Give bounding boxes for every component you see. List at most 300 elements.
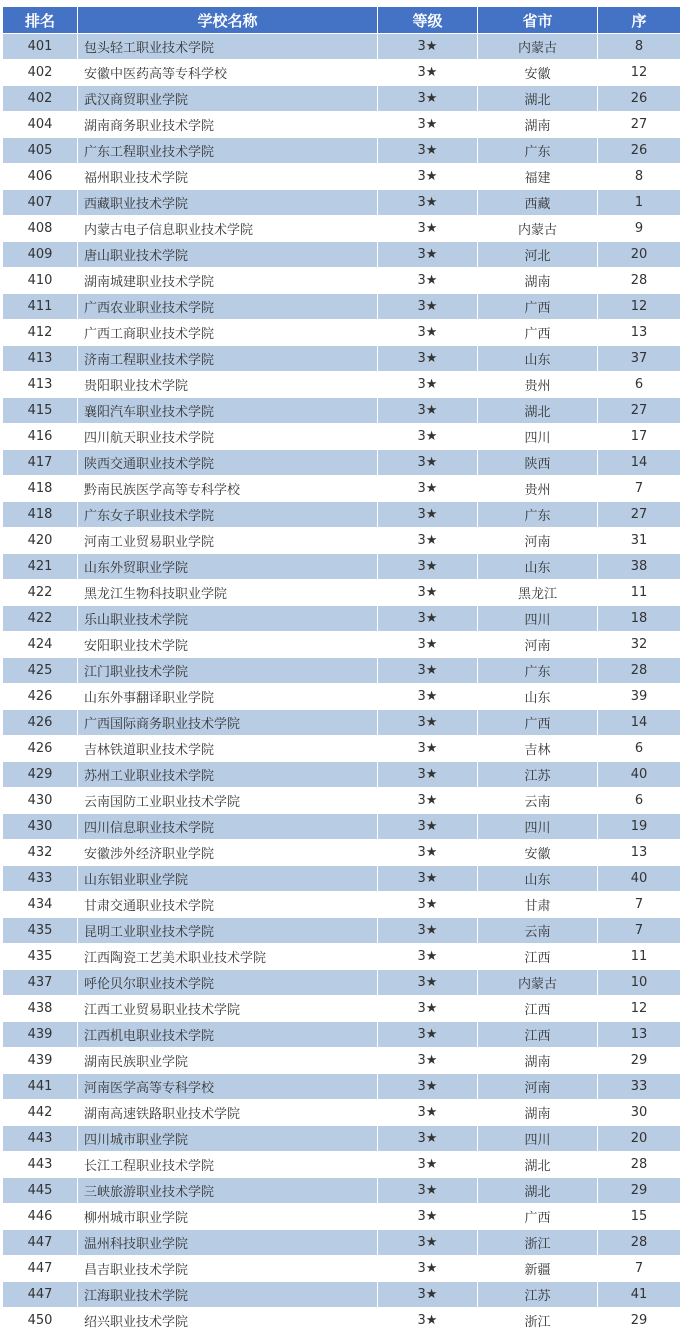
school-name-cell: 武汉商贸职业学院 [78, 86, 378, 112]
table-row [3, 1152, 681, 1178]
sequence-cell: 13 [598, 840, 681, 866]
rank-cell: 411 [3, 294, 78, 320]
ranking-table [2, 6, 681, 1334]
table-row [3, 580, 681, 606]
rank-cell: 412 [3, 320, 78, 346]
sequence-cell: 12 [598, 996, 681, 1022]
school-name-cell: 广东女子职业技术学院 [78, 502, 378, 528]
school-name-cell: 呼伦贝尔职业技术学院 [78, 970, 378, 996]
sequence-cell: 37 [598, 346, 681, 372]
level-cell: 3★ [378, 1230, 478, 1256]
sequence-cell: 7 [598, 476, 681, 502]
table-row [3, 320, 681, 346]
rank-cell: 418 [3, 476, 78, 502]
province-cell: 湖北 [478, 398, 598, 424]
school-name-cell: 江海职业技术学院 [78, 1282, 378, 1308]
rank-cell: 413 [3, 372, 78, 398]
province-cell: 广西 [478, 1204, 598, 1230]
level-cell: 3★ [378, 346, 478, 372]
province-cell: 安徽 [478, 840, 598, 866]
rank-cell: 442 [3, 1100, 78, 1126]
level-cell: 3★ [378, 1074, 478, 1100]
school-name-cell: 昆明工业职业技术学院 [78, 918, 378, 944]
province-cell: 湖南 [478, 268, 598, 294]
table-row [3, 164, 681, 190]
province-cell: 浙江 [478, 1308, 598, 1334]
school-name-cell: 河南医学高等专科学校 [78, 1074, 378, 1100]
table-row [3, 840, 681, 866]
sequence-cell: 17 [598, 424, 681, 450]
school-name-cell: 湖南民族职业学院 [78, 1048, 378, 1074]
table-row [3, 138, 681, 164]
school-name-cell: 山东外贸职业学院 [78, 554, 378, 580]
level-cell: 3★ [378, 840, 478, 866]
school-name-cell: 福州职业技术学院 [78, 164, 378, 190]
school-name-cell: 湖南高速铁路职业技术学院 [78, 1100, 378, 1126]
table-row [3, 788, 681, 814]
level-cell: 3★ [378, 320, 478, 346]
level-cell: 3★ [378, 424, 478, 450]
level-cell: 3★ [378, 788, 478, 814]
table-row [3, 1048, 681, 1074]
school-name-cell: 济南工程职业技术学院 [78, 346, 378, 372]
level-cell: 3★ [378, 762, 478, 788]
table-row [3, 814, 681, 840]
province-cell: 湖北 [478, 1178, 598, 1204]
table-row [3, 944, 681, 970]
rank-cell: 429 [3, 762, 78, 788]
province-cell: 山东 [478, 684, 598, 710]
level-cell: 3★ [378, 1100, 478, 1126]
school-name-cell: 湖南商务职业技术学院 [78, 112, 378, 138]
rank-cell: 418 [3, 502, 78, 528]
level-cell: 3★ [378, 268, 478, 294]
province-cell: 江西 [478, 944, 598, 970]
sequence-cell: 38 [598, 554, 681, 580]
rank-cell: 402 [3, 86, 78, 112]
table-row [3, 86, 681, 112]
level-cell: 3★ [378, 216, 478, 242]
school-name-cell: 陕西交通职业技术学院 [78, 450, 378, 476]
level-cell: 3★ [378, 970, 478, 996]
table-row [3, 892, 681, 918]
province-cell: 广西 [478, 294, 598, 320]
rank-cell: 422 [3, 606, 78, 632]
school-name-cell: 广西农业职业技术学院 [78, 294, 378, 320]
rank-cell: 450 [3, 1308, 78, 1334]
level-cell: 3★ [378, 164, 478, 190]
sequence-cell: 28 [598, 1152, 681, 1178]
province-cell: 四川 [478, 1126, 598, 1152]
school-name-cell: 湖南城建职业技术学院 [78, 268, 378, 294]
sequence-cell: 32 [598, 632, 681, 658]
level-cell: 3★ [378, 944, 478, 970]
sequence-cell: 11 [598, 944, 681, 970]
table-row [3, 528, 681, 554]
rank-cell: 437 [3, 970, 78, 996]
rank-cell: 422 [3, 580, 78, 606]
table-row [3, 736, 681, 762]
level-cell: 3★ [378, 60, 478, 86]
level-cell: 3★ [378, 502, 478, 528]
sequence-cell: 31 [598, 528, 681, 554]
province-cell: 河南 [478, 632, 598, 658]
school-name-cell: 长江工程职业技术学院 [78, 1152, 378, 1178]
sequence-cell: 27 [598, 112, 681, 138]
rank-cell: 413 [3, 346, 78, 372]
header-rank: 排名 [3, 7, 78, 34]
table-row [3, 762, 681, 788]
province-cell: 湖南 [478, 112, 598, 138]
table-row [3, 60, 681, 86]
table-row [3, 1230, 681, 1256]
province-cell: 吉林 [478, 736, 598, 762]
rank-cell: 404 [3, 112, 78, 138]
level-cell: 3★ [378, 710, 478, 736]
table-row [3, 242, 681, 268]
sequence-cell: 9 [598, 216, 681, 242]
rank-cell: 409 [3, 242, 78, 268]
level-cell: 3★ [378, 632, 478, 658]
province-cell: 甘肃 [478, 892, 598, 918]
rank-cell: 433 [3, 866, 78, 892]
school-name-cell: 内蒙古电子信息职业技术学院 [78, 216, 378, 242]
school-name-cell: 四川城市职业学院 [78, 1126, 378, 1152]
school-name-cell: 安阳职业技术学院 [78, 632, 378, 658]
sequence-cell: 13 [598, 1022, 681, 1048]
school-name-cell: 四川航天职业技术学院 [78, 424, 378, 450]
school-name-cell: 三峡旅游职业技术学院 [78, 1178, 378, 1204]
school-name-cell: 吉林铁道职业技术学院 [78, 736, 378, 762]
rank-cell: 447 [3, 1230, 78, 1256]
rank-cell: 424 [3, 632, 78, 658]
level-cell: 3★ [378, 580, 478, 606]
level-cell: 3★ [378, 1152, 478, 1178]
school-name-cell: 广西工商职业技术学院 [78, 320, 378, 346]
sequence-cell: 40 [598, 866, 681, 892]
level-cell: 3★ [378, 138, 478, 164]
rank-cell: 446 [3, 1204, 78, 1230]
rank-cell: 430 [3, 788, 78, 814]
school-name-cell: 包头轻工职业技术学院 [78, 34, 378, 60]
sequence-cell: 8 [598, 164, 681, 190]
sequence-cell: 29 [598, 1048, 681, 1074]
table-row [3, 866, 681, 892]
table-row [3, 632, 681, 658]
table-row [3, 996, 681, 1022]
level-cell: 3★ [378, 528, 478, 554]
province-cell: 贵州 [478, 476, 598, 502]
level-cell: 3★ [378, 814, 478, 840]
school-name-cell: 黑龙江生物科技职业学院 [78, 580, 378, 606]
rank-cell: 447 [3, 1282, 78, 1308]
sequence-cell: 27 [598, 398, 681, 424]
sequence-cell: 29 [598, 1178, 681, 1204]
table-row [3, 398, 681, 424]
school-name-cell: 四川信息职业技术学院 [78, 814, 378, 840]
sequence-cell: 41 [598, 1282, 681, 1308]
province-cell: 河南 [478, 528, 598, 554]
level-cell: 3★ [378, 450, 478, 476]
table-row [3, 1074, 681, 1100]
sequence-cell: 20 [598, 1126, 681, 1152]
table-row [3, 424, 681, 450]
school-name-cell: 江西机电职业技术学院 [78, 1022, 378, 1048]
school-name-cell: 安徽中医药高等专科学校 [78, 60, 378, 86]
table-row [3, 1126, 681, 1152]
sequence-cell: 6 [598, 372, 681, 398]
school-name-cell: 唐山职业技术学院 [78, 242, 378, 268]
province-cell: 河北 [478, 242, 598, 268]
rank-cell: 430 [3, 814, 78, 840]
sequence-cell: 12 [598, 294, 681, 320]
sequence-cell: 14 [598, 710, 681, 736]
sequence-cell: 10 [598, 970, 681, 996]
rank-cell: 434 [3, 892, 78, 918]
rank-cell: 445 [3, 1178, 78, 1204]
level-cell: 3★ [378, 34, 478, 60]
level-cell: 3★ [378, 996, 478, 1022]
table-row [3, 190, 681, 216]
level-cell: 3★ [378, 1204, 478, 1230]
school-name-cell: 绍兴职业技术学院 [78, 1308, 378, 1334]
sequence-cell: 12 [598, 60, 681, 86]
sequence-cell: 26 [598, 86, 681, 112]
level-cell: 3★ [378, 684, 478, 710]
school-name-cell: 云南国防工业职业技术学院 [78, 788, 378, 814]
school-name-cell: 河南工业贸易职业学院 [78, 528, 378, 554]
sequence-cell: 28 [598, 1230, 681, 1256]
rank-cell: 416 [3, 424, 78, 450]
rank-cell: 426 [3, 684, 78, 710]
school-name-cell: 江门职业技术学院 [78, 658, 378, 684]
school-name-cell: 安徽涉外经济职业学院 [78, 840, 378, 866]
sequence-cell: 7 [598, 918, 681, 944]
level-cell: 3★ [378, 918, 478, 944]
level-cell: 3★ [378, 112, 478, 138]
province-cell: 新疆 [478, 1256, 598, 1282]
level-cell: 3★ [378, 892, 478, 918]
school-name-cell: 江西工业贸易职业技术学院 [78, 996, 378, 1022]
sequence-cell: 1 [598, 190, 681, 216]
table-row [3, 346, 681, 372]
sequence-cell: 18 [598, 606, 681, 632]
sequence-cell: 28 [598, 658, 681, 684]
sequence-cell: 19 [598, 814, 681, 840]
table-row [3, 294, 681, 320]
province-cell: 内蒙古 [478, 216, 598, 242]
sequence-cell: 7 [598, 892, 681, 918]
rank-cell: 410 [3, 268, 78, 294]
province-cell: 福建 [478, 164, 598, 190]
level-cell: 3★ [378, 190, 478, 216]
rank-cell: 447 [3, 1256, 78, 1282]
school-name-cell: 甘肃交通职业技术学院 [78, 892, 378, 918]
sequence-cell: 29 [598, 1308, 681, 1334]
table-row [3, 684, 681, 710]
level-cell: 3★ [378, 658, 478, 684]
province-cell: 江苏 [478, 1282, 598, 1308]
province-cell: 广西 [478, 710, 598, 736]
rank-cell: 426 [3, 736, 78, 762]
province-cell: 广东 [478, 658, 598, 684]
province-cell: 陕西 [478, 450, 598, 476]
school-name-cell: 黔南民族医学高等专科学校 [78, 476, 378, 502]
rank-cell: 443 [3, 1152, 78, 1178]
province-cell: 内蒙古 [478, 34, 598, 60]
rank-cell: 402 [3, 60, 78, 86]
level-cell: 3★ [378, 1308, 478, 1334]
rank-cell: 443 [3, 1126, 78, 1152]
school-name-cell: 山东铝业职业学院 [78, 866, 378, 892]
level-cell: 3★ [378, 294, 478, 320]
sequence-cell: 8 [598, 34, 681, 60]
rank-cell: 435 [3, 944, 78, 970]
level-cell: 3★ [378, 1256, 478, 1282]
province-cell: 江西 [478, 996, 598, 1022]
table-row [3, 502, 681, 528]
sequence-cell: 39 [598, 684, 681, 710]
level-cell: 3★ [378, 1022, 478, 1048]
province-cell: 河南 [478, 1074, 598, 1100]
table-row [3, 450, 681, 476]
school-name-cell: 广西国际商务职业技术学院 [78, 710, 378, 736]
rank-cell: 408 [3, 216, 78, 242]
sequence-cell: 30 [598, 1100, 681, 1126]
header-level: 等级 [378, 7, 478, 34]
table-row [3, 1256, 681, 1282]
rank-cell: 432 [3, 840, 78, 866]
school-name-cell: 苏州工业职业技术学院 [78, 762, 378, 788]
rank-cell: 420 [3, 528, 78, 554]
table-row [3, 658, 681, 684]
table-row [3, 1282, 681, 1308]
header-province: 省市 [478, 7, 598, 34]
school-name-cell: 贵阳职业技术学院 [78, 372, 378, 398]
school-name-cell: 柳州城市职业学院 [78, 1204, 378, 1230]
table-row [3, 970, 681, 996]
level-cell: 3★ [378, 372, 478, 398]
table-row [3, 476, 681, 502]
table-row [3, 216, 681, 242]
school-name-cell: 襄阳汽车职业技术学院 [78, 398, 378, 424]
table-row [3, 1022, 681, 1048]
level-cell: 3★ [378, 1282, 478, 1308]
rank-cell: 441 [3, 1074, 78, 1100]
sequence-cell: 14 [598, 450, 681, 476]
table-row [3, 1308, 681, 1334]
sequence-cell: 13 [598, 320, 681, 346]
sequence-cell: 27 [598, 502, 681, 528]
level-cell: 3★ [378, 242, 478, 268]
sequence-cell: 11 [598, 580, 681, 606]
sequence-cell: 28 [598, 268, 681, 294]
province-cell: 山东 [478, 346, 598, 372]
table-row [3, 606, 681, 632]
level-cell: 3★ [378, 476, 478, 502]
table-row [3, 710, 681, 736]
table-row [3, 1178, 681, 1204]
province-cell: 黑龙江 [478, 580, 598, 606]
province-cell: 广西 [478, 320, 598, 346]
province-cell: 云南 [478, 918, 598, 944]
province-cell: 湖北 [478, 86, 598, 112]
rank-cell: 401 [3, 34, 78, 60]
province-cell: 内蒙古 [478, 970, 598, 996]
table-row [3, 918, 681, 944]
sequence-cell: 15 [598, 1204, 681, 1230]
province-cell: 云南 [478, 788, 598, 814]
school-name-cell: 温州科技职业学院 [78, 1230, 378, 1256]
table-row [3, 372, 681, 398]
province-cell: 湖南 [478, 1100, 598, 1126]
province-cell: 江西 [478, 1022, 598, 1048]
school-name-cell: 广东工程职业技术学院 [78, 138, 378, 164]
table-row [3, 112, 681, 138]
school-name-cell: 昌吉职业技术学院 [78, 1256, 378, 1282]
province-cell: 四川 [478, 424, 598, 450]
province-cell: 山东 [478, 866, 598, 892]
header-row [3, 7, 681, 34]
school-name-cell: 乐山职业技术学院 [78, 606, 378, 632]
province-cell: 广东 [478, 138, 598, 164]
province-cell: 浙江 [478, 1230, 598, 1256]
province-cell: 山东 [478, 554, 598, 580]
rank-cell: 438 [3, 996, 78, 1022]
table-row [3, 34, 681, 60]
school-name-cell: 西藏职业技术学院 [78, 190, 378, 216]
province-cell: 四川 [478, 814, 598, 840]
level-cell: 3★ [378, 1178, 478, 1204]
province-cell: 安徽 [478, 60, 598, 86]
province-cell: 湖北 [478, 1152, 598, 1178]
sequence-cell: 20 [598, 242, 681, 268]
sequence-cell: 6 [598, 736, 681, 762]
level-cell: 3★ [378, 398, 478, 424]
rank-cell: 426 [3, 710, 78, 736]
rank-cell: 435 [3, 918, 78, 944]
level-cell: 3★ [378, 1048, 478, 1074]
level-cell: 3★ [378, 86, 478, 112]
table-row [3, 554, 681, 580]
rank-cell: 439 [3, 1048, 78, 1074]
level-cell: 3★ [378, 606, 478, 632]
level-cell: 3★ [378, 866, 478, 892]
table-row [3, 1100, 681, 1126]
rank-cell: 417 [3, 450, 78, 476]
province-cell: 四川 [478, 606, 598, 632]
province-cell: 广东 [478, 502, 598, 528]
level-cell: 3★ [378, 736, 478, 762]
school-name-cell: 山东外事翻译职业学院 [78, 684, 378, 710]
sequence-cell: 26 [598, 138, 681, 164]
sequence-cell: 33 [598, 1074, 681, 1100]
school-name-cell: 江西陶瓷工艺美术职业技术学院 [78, 944, 378, 970]
header-sequence: 序 [598, 7, 681, 34]
rank-cell: 421 [3, 554, 78, 580]
province-cell: 湖南 [478, 1048, 598, 1074]
province-cell: 贵州 [478, 372, 598, 398]
table-body [3, 34, 681, 1334]
province-cell: 江苏 [478, 762, 598, 788]
rank-cell: 415 [3, 398, 78, 424]
sequence-cell: 40 [598, 762, 681, 788]
rank-cell: 425 [3, 658, 78, 684]
rank-cell: 405 [3, 138, 78, 164]
rank-cell: 439 [3, 1022, 78, 1048]
header-school-name: 学校名称 [78, 7, 378, 34]
table-row [3, 268, 681, 294]
